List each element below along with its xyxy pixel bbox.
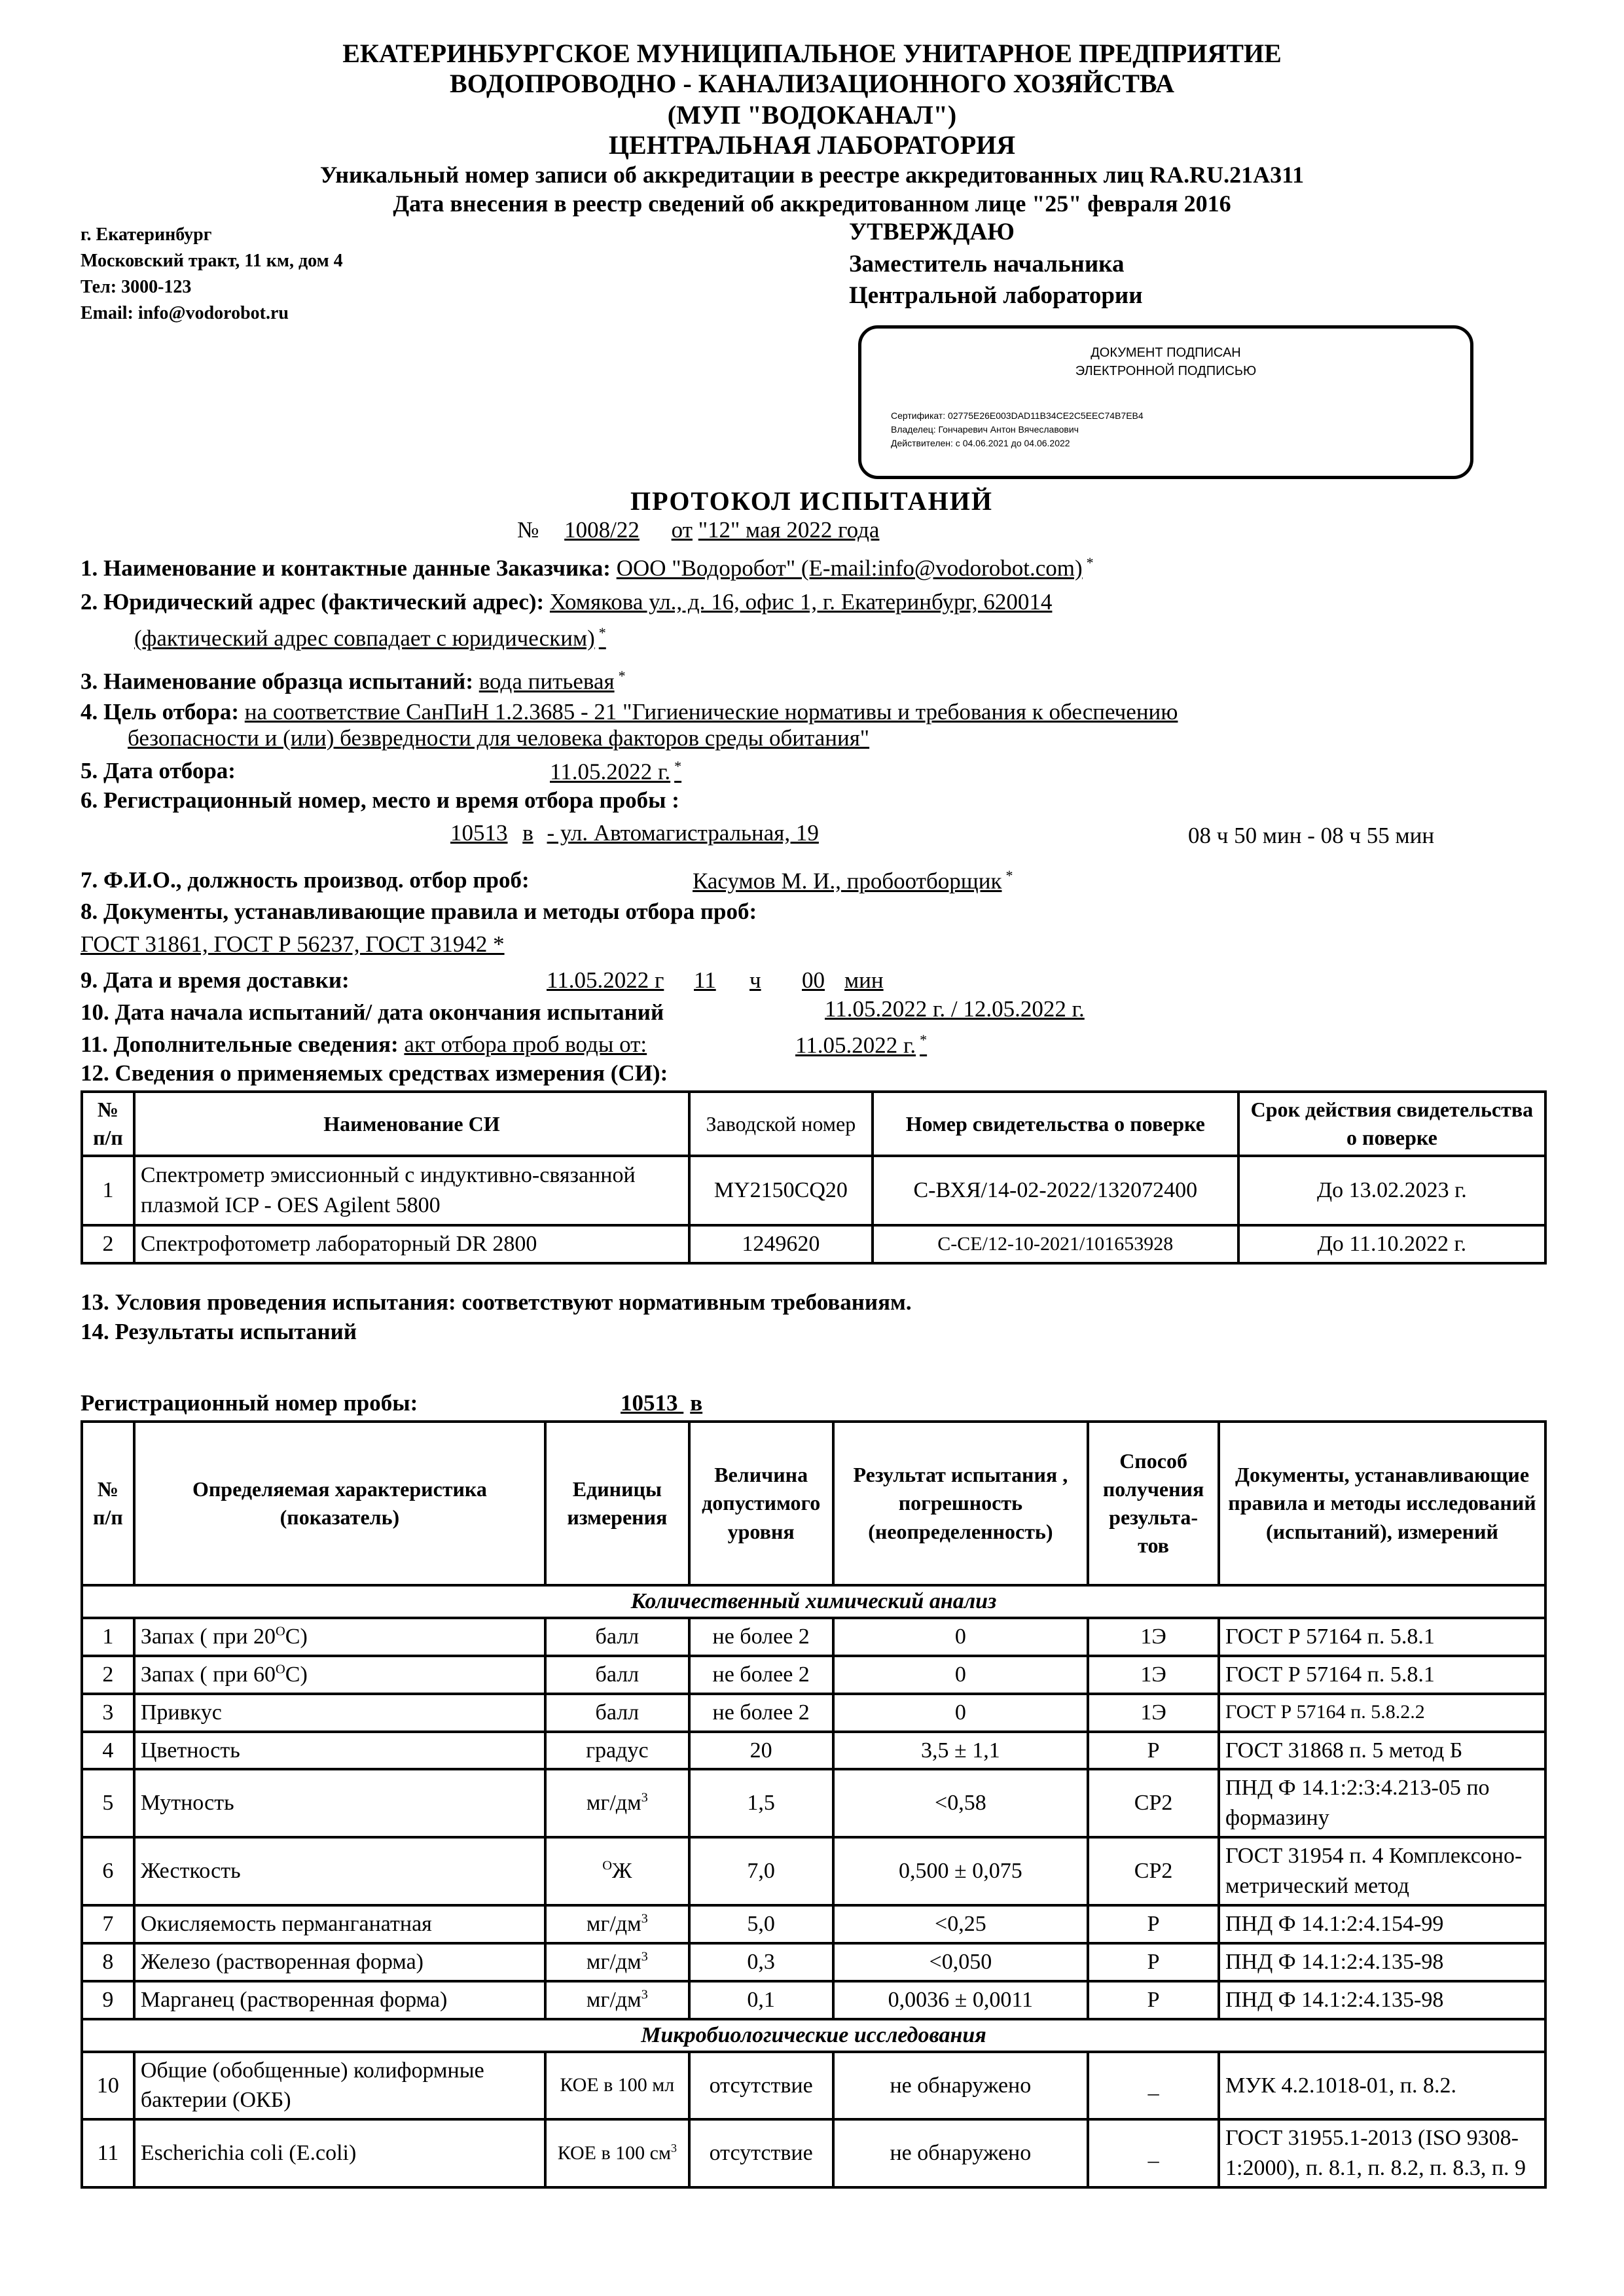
characteristic: Запах ( при $60^ОС$)	[134, 1656, 545, 1694]
protocol-no-label: №	[517, 517, 539, 543]
results-header-no: № п/п	[82, 1422, 134, 1585]
characteristic: Мутность	[134, 1769, 545, 1837]
item-10-label: 10. Дата начала испытаний/ дата окончания испытаний	[81, 999, 664, 1025]
item-2	[81, 589, 1052, 615]
address-city: г. Екатеринбург	[81, 224, 212, 245]
approval-role2: Центральной лаборатории	[849, 282, 1143, 309]
results-header-characteristic: Определяемая характеристика (показатель)	[134, 1422, 545, 1585]
measurement-instruments-table	[81, 1090, 1547, 1265]
item-11-value: акт отбора проб воды от:	[404, 1031, 647, 1057]
signature-line2: ЭЛЕКТРОННОЙ ПОДПИСЬЮ	[1075, 364, 1257, 378]
table-row: 9 Марганец (растворенная форма) $мг/дм^3$ 0,1 0,0036 ± 0,0011 Р ПНД Ф 14.1:2:4.135-98	[82, 1981, 1545, 2019]
si-header-no: № п/п	[82, 1092, 134, 1156]
item-1-value: ООО "Водоробот" (E-mail:info@vodorobot.com)	[616, 555, 1083, 581]
item-3: 3. Наименование образца испытаний: вода питьевая *	[81, 668, 626, 694]
item-11-label: 11. Дополнительные сведения:	[81, 1031, 399, 1057]
item-2-label: 2. Юридический адрес (фактический адрес):	[81, 589, 545, 615]
item-9-minutes: 00	[802, 967, 825, 993]
approval-title: УТВЕРЖДАЮ	[849, 219, 1015, 245]
accreditation-number: Уникальный номер записи об аккредитации в реестре аккредитованных лиц RA.RU.21A311	[319, 162, 1305, 188]
si-row-valid: До 11.10.2022 г.	[1238, 1225, 1545, 1263]
table-row: 1 Запах ( при $20^ОС$) балл не более 2 0 1Э ГОСТ Р 57164 п. 5.8.1	[82, 1618, 1545, 1656]
sample-reg-number: 10513 в	[621, 1390, 703, 1416]
si-row-cert: С-СЕ/12-10-2021/101653928	[873, 1225, 1238, 1263]
item-6-label: 6. Регистрационный номер, место и время отбора пробы :	[81, 787, 679, 813]
table-row: 4 Цветность градус 20 3,5 ± 1,1 Р ГОСТ 31868 п. 5 метод Б	[82, 1732, 1545, 1770]
signature-cert: Сертификат: 02775E26E003DAD11B34CE2C5EEC74B7EB4	[891, 410, 1144, 421]
characteristic: Марганец (растворенная форма)	[134, 1981, 545, 2019]
item-14: 14. Результаты испытаний	[81, 1319, 357, 1344]
si-row-no: 2	[82, 1225, 134, 1263]
item-4	[81, 699, 1178, 725]
item-7-label: 7. Ф.И.О., должность производ. отбор проб:	[81, 867, 530, 893]
table-row: 3 Привкус балл не более 2 0 1Э ГОСТ Р 57164 п. 5.8.2.2	[82, 1694, 1545, 1732]
sample-reg-label: Регистрационный номер пробы:	[81, 1390, 418, 1416]
table-row	[82, 1225, 1545, 1263]
results-header-units: Единицы измерения	[545, 1422, 689, 1585]
address-street: Московский тракт, 11 км, дом 4	[81, 251, 343, 271]
address-phone: Тел: 3000-123	[81, 277, 192, 297]
item-9-hours: 11	[694, 967, 716, 993]
item-9	[81, 967, 350, 994]
table-row: 6 Жесткость $^О$Ж 7,0 0,500 ± 0,075 СР2 ГОСТ 31954 п. 4 Комплексоно-метрический метод	[82, 1837, 1545, 1905]
address-email: Email: info@vodorobot.ru	[81, 303, 289, 323]
item-13: 13. Условия проведения испытания: соответствуют нормативным требованиям.	[81, 1289, 912, 1315]
item-6-reg-number: 10513	[450, 820, 508, 846]
si-row-no: 1	[82, 1156, 134, 1225]
protocol-number: 1008/22	[564, 517, 640, 543]
table-header-row	[82, 1422, 1545, 1585]
item-5-value: 11.05.2022 г. *	[550, 758, 682, 785]
item-10	[81, 999, 664, 1026]
item-12	[81, 1060, 668, 1086]
item-4-value-line2: безопасности и (или) безвредности для человека факторов среды обитания"	[128, 725, 870, 751]
item-8	[81, 899, 757, 925]
table-row	[82, 1156, 1545, 1225]
section-row	[82, 1585, 1545, 1618]
protocol-number-line	[517, 517, 879, 543]
item-1-label: 1. Наименование и контактные данные Заказчика:	[81, 555, 611, 581]
org-name-line4: ЦЕНТРАЛЬНАЯ ЛАБОРАТОРИЯ	[608, 130, 1016, 160]
item-9-label: 9. Дата и время доставки:	[81, 967, 350, 993]
characteristic: Общие (обобщенные) колиформные бактерии (ОКБ)	[134, 2052, 545, 2120]
table-row: 10 Общие (обобщенные) колиформные бактерии (ОКБ) КОЕ в 100 мл отсутствие не обнаружено _ МУК 4.2.1018-01, п. 8.2.	[82, 2052, 1545, 2120]
item-3-label: 3. Наименование образца испытаний:	[81, 668, 473, 694]
section-chemical: Количественный химический анализ	[82, 1585, 1545, 1618]
si-row-name: Спектрометр эмиссионный с индуктивно-связанной плазмой ICP - OES Agilent 5800	[134, 1156, 689, 1225]
protocol-date-prefix: от	[671, 517, 693, 543]
item-8-value: ГОСТ 31861, ГОСТ Р 56237, ГОСТ 31942 *	[81, 931, 505, 957]
si-row-valid: До 13.02.2023 г.	[1238, 1156, 1545, 1225]
item-5	[81, 758, 236, 784]
signature-owner: Владелец: Гончаревич Антон Вячеславович	[891, 424, 1079, 435]
results-header-method: Способ получения результа-тов	[1088, 1422, 1219, 1585]
section-microbiology: Микробиологические исследования	[82, 2019, 1545, 2052]
protocol-date: "12" мая 2022 года	[698, 517, 880, 543]
item-11-date: 11.05.2022 г. *	[795, 1031, 928, 1058]
item-5-label: 5. Дата отбора:	[81, 758, 236, 783]
table-row: 5 Мутность $мг/дм^3$ 1,5 <0,58 СР2 ПНД Ф 14.1:2:3:4.213-05 по формазину	[82, 1769, 1545, 1837]
si-row-serial: MY2150CQ20	[689, 1156, 873, 1225]
characteristic: Окисляемость перманганатная	[134, 1905, 545, 1943]
item-11	[81, 1031, 647, 1058]
table-row: 2 Запах ( при $60^ОС$) балл не более 2 0 1Э ГОСТ Р 57164 п. 5.8.1	[82, 1656, 1545, 1694]
characteristic: Escherichia coli (E.coli)	[134, 2119, 545, 2187]
item-2-note: (фактический адрес совпадает с юридическим) *	[134, 624, 606, 651]
protocol-title: ПРОТОКОЛ ИСПЫТАНИЙ	[630, 486, 993, 516]
section-row	[82, 2019, 1545, 2052]
characteristic: Привкус	[134, 1694, 545, 1732]
item-8-label: 8. Документы, устанавливающие правила и методы отбора проб:	[81, 899, 757, 924]
item-9-date: 11.05.2022 г	[547, 967, 664, 993]
table-header-row	[82, 1092, 1545, 1156]
si-row-cert: С-ВХЯ/14-02-2022/132072400	[873, 1156, 1238, 1225]
item-12-label: 12. Сведения о применяемых средствах измерения (СИ):	[81, 1060, 668, 1086]
sample-reg-line	[81, 1390, 418, 1416]
results-header-limit: Величина допустимого уровня	[689, 1422, 833, 1585]
item-3-value: вода питьевая	[478, 668, 615, 694]
table-row: 7 Окисляемость перманганатная $мг/дм^3$ 5,0 <0,25 Р ПНД Ф 14.1:2:4.154-99	[82, 1905, 1545, 1943]
si-row-serial: 1249620	[689, 1225, 873, 1263]
characteristic: Цветность	[134, 1732, 545, 1770]
item-6-value	[450, 820, 819, 846]
characteristic: Запах ( при $20^ОС$)	[134, 1618, 545, 1656]
table-row: 8 Железо (растворенная форма) $мг/дм^3$ 0,3 <0,050 Р ПНД Ф 14.1:2:4.135-98	[82, 1943, 1545, 1981]
characteristic: Железо (растворенная форма)	[134, 1943, 545, 1981]
si-row-name: Спектрофотометр лабораторный DR 2800	[134, 1225, 689, 1263]
item-7-value: Касумов М. И., пробоотборщик *	[693, 867, 1013, 894]
item-9-hours-unit: ч	[749, 967, 761, 993]
item-9-minutes-unit: мин	[844, 967, 884, 993]
signature-line1: ДОКУМЕНТ ПОДПИСАН	[1091, 346, 1241, 360]
item-6-suffix: в	[522, 820, 533, 846]
results-header-documents: Документы, устанавливающие правила и методы исследований (испытаний), измерений	[1219, 1422, 1545, 1585]
item-10-value: 11.05.2022 г. / 12.05.2022 г.	[825, 996, 1085, 1022]
org-name-line1: ЕКАТЕРИНБУРГСКОЕ МУНИЦИПАЛЬНОЕ УНИТАРНОЕ ПРЕДПРИЯТИЕ	[342, 39, 1282, 68]
electronic-signature-stamp	[858, 325, 1473, 479]
characteristic: Жесткость	[134, 1837, 545, 1905]
item-4-label: 4. Цель отбора:	[81, 699, 240, 725]
org-name-line2: ВОДОПРОВОДНО - КАНАЛИЗАЦИОННОГО ХОЗЯЙСТВА	[450, 69, 1174, 98]
si-header-serial: Заводской номер	[689, 1092, 873, 1156]
table-row: 11 Escherichia coli (E.coli) КОЕ в 100 $см^3$ отсутствие не обнаружено _ ГОСТ 31955.1-2013 (ISO 9308-1:2000), п. 8.1, п. 8.2, п. 8.3, п. 9	[82, 2119, 1545, 2187]
item-6	[81, 787, 679, 814]
results-table	[81, 1420, 1547, 2189]
si-header-valid: Срок действия свидетельства о поверке	[1238, 1092, 1545, 1156]
item-2-value: Хомякова ул., д. 16, офис 1, г. Екатеринбург, 620014	[549, 589, 1053, 615]
item-6-time: 08 ч 50 мин - 08 ч 55 мин	[1188, 823, 1435, 848]
registry-date: Дата внесения в реестр сведений об аккредитованном лице "25" февраля 2016	[393, 190, 1231, 217]
item-4-value-line1: на соответствие СанПиН 1.2.3685 - 21 "Гигиенические нормативы и требования к обеспечению	[244, 699, 1178, 725]
item-1: 1. Наименование и контактные данные Заказчика: ООО "Водоробот" (E-mail:info@vodorobot.com) *	[81, 554, 1094, 581]
si-header-cert: Номер свидетельства о поверке	[873, 1092, 1238, 1156]
results-header-result: Результат испытания , погрешность (неопределенность)	[833, 1422, 1089, 1585]
item-7	[81, 867, 530, 893]
approval-role1: Заместитель начальника	[849, 251, 1125, 278]
si-header-name: Наименование СИ	[134, 1092, 689, 1156]
item-6-place: - ул. Автомагистральная, 19	[547, 820, 819, 846]
org-name-line3: (МУП "ВОДОКАНАЛ")	[667, 100, 957, 130]
signature-valid: Действителен: с 04.06.2021 до 04.06.2022	[891, 438, 1070, 448]
